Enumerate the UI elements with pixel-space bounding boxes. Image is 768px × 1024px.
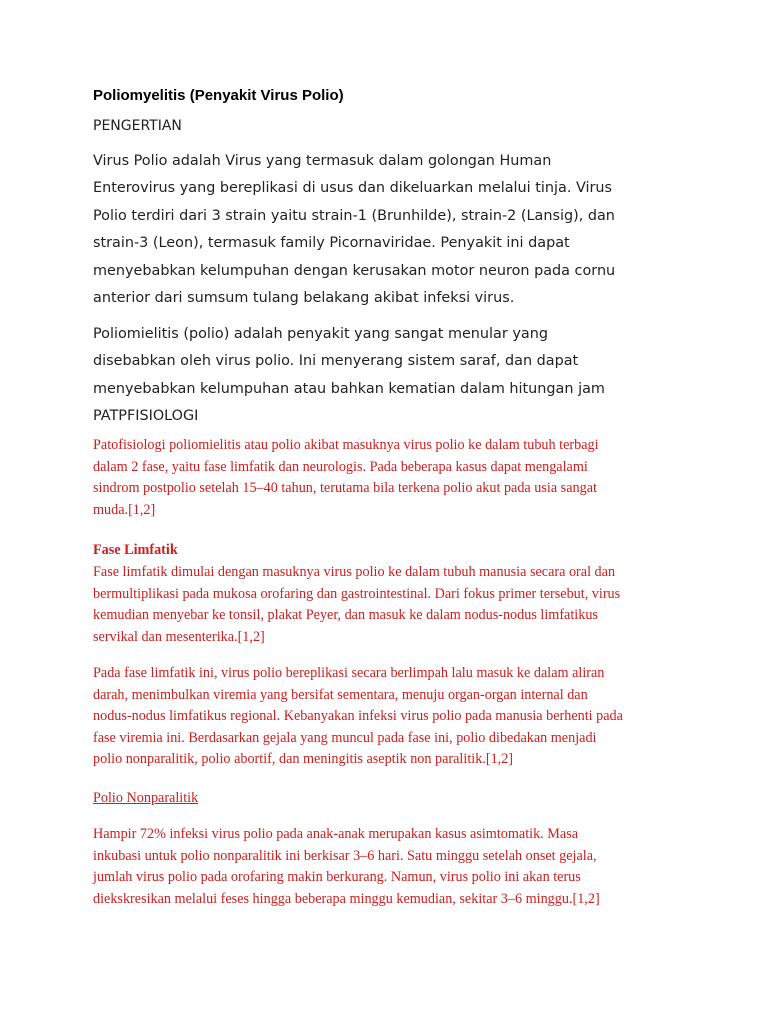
paragraph-line: sindrom postpolio setelah 15–40 tahun, terutama bila terkena polio akut pada usia sangat xyxy=(93,480,597,496)
paragraph-line: Enterovirus yang bereplikasi di usus dan dikeluarkan melalui tinja. Virus xyxy=(93,180,613,197)
patofisiologi-paragraph xyxy=(93,435,683,521)
paragraph-line: bermultiplikasi pada mukosa orofaring dan gastrointestinal. Dari fokus primer tersebut, virus xyxy=(93,585,621,602)
paragraph-line: inkubasi untuk polio nonparalitik ini berkisar 3–6 hari. Satu minggu setelah onset gejala, xyxy=(93,847,597,864)
paragraph-line: kemudian menyebar ke tonsil, plakat Peyer, dan masuk ke dalam nodus-nodus limfatikus xyxy=(93,607,598,623)
definition-paragraph xyxy=(93,321,673,431)
paragraph-line: Hampir 72% infeksi virus polio pada anak-anak merupakan kasus asimtomatik. Masa xyxy=(93,826,579,842)
paragraph-line: Polio terdiri dari 3 strain yaitu strain-1 (Brunhilde), strain-2 (Lansig), dan xyxy=(93,207,615,224)
paragraph-line: darah, menimbulkan viremia yang bersifat sementara, menuju organ-organ internal dan xyxy=(93,686,588,703)
paragraph-line: jumlah virus polio pada orofaring makin berkurang. Namun, virus polio ini akan terus xyxy=(93,869,581,885)
paragraph-line: Poliomielitis (polio) adalah penyakit yang sangat menular yang xyxy=(93,326,548,342)
paragraph-line: polio nonparalitik, polio abortif, dan meningitis aseptik non paralitik.[1,2] xyxy=(93,751,514,767)
paragraph-line: Pada fase limfatik ini, virus polio bereplikasi secara berlimpah lalu masuk ke dalam aliran xyxy=(93,665,605,681)
paragraph-line: nodus-nodus limfatikus regional. Kebanyakan infeksi virus polio pada manusia berhenti pada xyxy=(93,708,623,724)
paragraph-line: anterior dari sumsum tulang belakang akibat infeksi virus. xyxy=(93,290,515,307)
paragraph-line: fase viremia ini. Berdasarkan gejala yang muncul pada fase ini, polio dibedakan menjadi xyxy=(93,729,597,746)
paragraph-line: servikal dan mesenterika.[1,2] xyxy=(93,628,265,645)
nonparalitik-paragraph xyxy=(93,824,683,910)
document-title: Poliomyelitis (Penyakit Virus Polio) xyxy=(93,87,344,104)
paragraph-line: menyebabkan kelumpuhan atau bahkan kematian dalam hitungan jam xyxy=(93,380,605,397)
paragraph-line: dalam 2 fase, yaitu fase limfatik dan neurologis. Pada beberapa kasus dapat mengalami xyxy=(93,458,588,475)
paragraph-line: diekskresikan melalui feses hingga beberapa minggu kemudian, sekitar 3–6 minggu.[1,2] xyxy=(93,890,600,907)
patofisiologi-heading: PATPFISIOLOGI xyxy=(93,408,199,425)
paragraph-line: menyebabkan kelumpuhan dengan kerusakan motor neuron pada cornu xyxy=(93,262,616,279)
paragraph-line: muda.[1,2] xyxy=(93,501,156,518)
paragraph-line: Patofisiologi poliomielitis atau polio akibat masuknya virus polio ke dalam tubuh terbagi xyxy=(93,437,599,453)
pengertian-paragraph xyxy=(93,148,673,312)
paragraph-line: strain-3 (Leon), termasuk family Picornaviridae. Penyakit ini dapat xyxy=(93,235,570,252)
fase-limfatik-paragraph xyxy=(93,562,683,648)
paragraph-line: disebabkan oleh virus polio. Ini menyerang sistem saraf, dan dapat xyxy=(93,353,579,370)
pengertian-heading: PENGERTIAN xyxy=(93,118,182,134)
viremia-paragraph xyxy=(93,663,683,771)
paragraph-line: Fase limfatik dimulai dengan masuknya virus polio ke dalam tubuh manusia secara oral dan xyxy=(93,564,616,580)
polio-nonparalitik-heading: Polio Nonparalitik xyxy=(93,790,199,806)
paragraph-line: Virus Polio adalah Virus yang termasuk dalam golongan Human xyxy=(93,153,552,169)
fase-limfatik-heading: Fase Limfatik xyxy=(93,542,178,558)
